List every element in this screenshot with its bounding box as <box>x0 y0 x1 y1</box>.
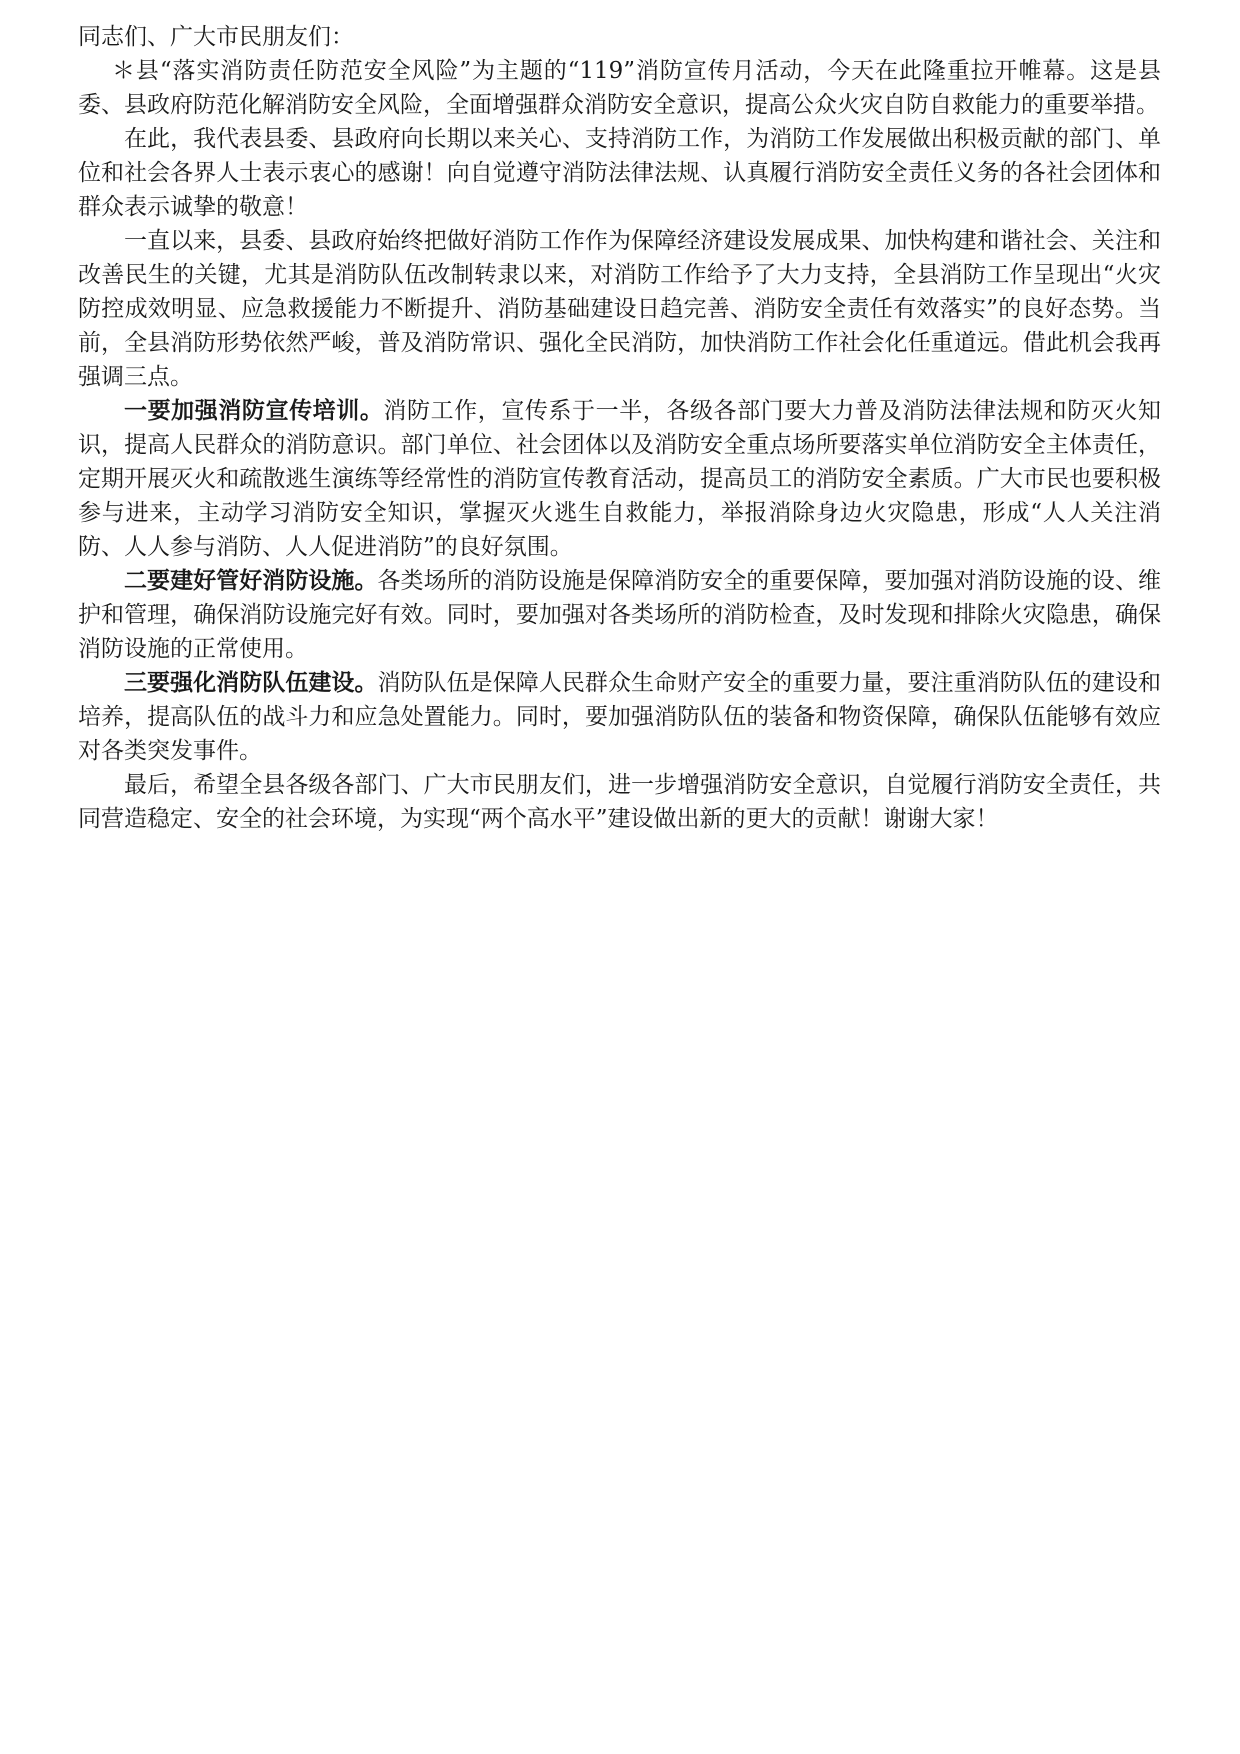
paragraph-text: 在此，我代表县委、县政府向长期以来关心、支持消防工作，为消防工作发展做出积极贡献的部门、单位和社会各界人士表示衷心的感谢！向自觉遵守消防法律法规、认真履行消防安全责任义务的各社会团体和群众表示诚挚的敬意！ <box>78 126 1161 220</box>
paragraph-text: 消防工作，宣传系于一半，各级各部门要大力普及消防法律法规和防灭火知识，提高人民群众的消防意识。部门单位、社会团体以及消防安全重点场所要落实单位消防安全主体责任，定期开展灭火和疏散逃生演练等经常性的消防宣传教育活动，提高员工的消防安全素质。广大市民也要积极参与进来，主动学习消防安全知识，掌握灭火逃生自救能力，举报消除身边火灾隐患，形成“人人关注消防、人人参与消防、人人促进消防”的良好氛围。 <box>78 398 1162 560</box>
paragraph-point-two <box>78 564 1161 666</box>
paragraph-lead: 一要加强消防宣传培训。 <box>124 397 384 424</box>
paragraph-point-one <box>78 394 1161 564</box>
paragraph-text: 消防队伍是保障人民群众生命财产安全的重要力量，要注重消防队伍的建设和培养，提高队伍的战斗力和应急处置能力。同时，要加强消防队伍的装备和物资保障，确保队伍能够有效应对各类突发事件。 <box>78 670 1162 764</box>
paragraph-text: ＊县“落实消防责任防范安全风险”为主题的“119”消防宣传月活动，今天在此隆重拉开帷幕。这是县委、县政府防范化解消防安全风险，全面增强群众消防安全意识，提高公众火灾自防自救能力的重要举措。 <box>78 58 1161 118</box>
paragraph-thanks <box>78 122 1161 224</box>
paragraph-lead: 二要建好管好消防设施。 <box>124 567 378 594</box>
paragraph-text: 最后，希望全县各级各部门、广大市民朋友们，进一步增强消防安全意识，自觉履行消防安全责任，共同营造稳定、安全的社会环境，为实现“两个高水平”建设做出新的更大的贡献！谢谢大家！ <box>78 772 1161 832</box>
salutation: 同志们、广大市民朋友们： <box>78 24 354 50</box>
document-body <box>78 20 1161 836</box>
paragraph-closing <box>78 768 1161 836</box>
paragraph-lead: 三要强化消防队伍建设。 <box>124 669 378 696</box>
paragraph-text: 各类场所的消防设施是保障消防安全的重要保障，要加强对消防设施的设、维护和管理，确保消防设施完好有效。同时，要加强对各类场所的消防检查，及时发现和排除火灾隐患，确保消防设施的正常使用。 <box>78 568 1162 662</box>
paragraph-situation <box>78 224 1161 394</box>
paragraph-opening <box>78 54 1161 122</box>
paragraph-text: 一直以来，县委、县政府始终把做好消防工作作为保障经济建设发展成果、加快构建和谐社会、关注和改善民生的关键，尤其是消防队伍改制转隶以来，对消防工作给予了大力支持，全县消防工作呈现出“火灾防控成效明显、应急救援能力不断提升、消防基础建设日趋完善、消防安全责任有效落实”的良好态势。当前，全县消防形势依然严峻，普及消防常识、强化全民消防，加快消防工作社会化任重道远。借此机会我再强调三点。 <box>78 228 1161 390</box>
paragraph-point-three <box>78 666 1161 768</box>
